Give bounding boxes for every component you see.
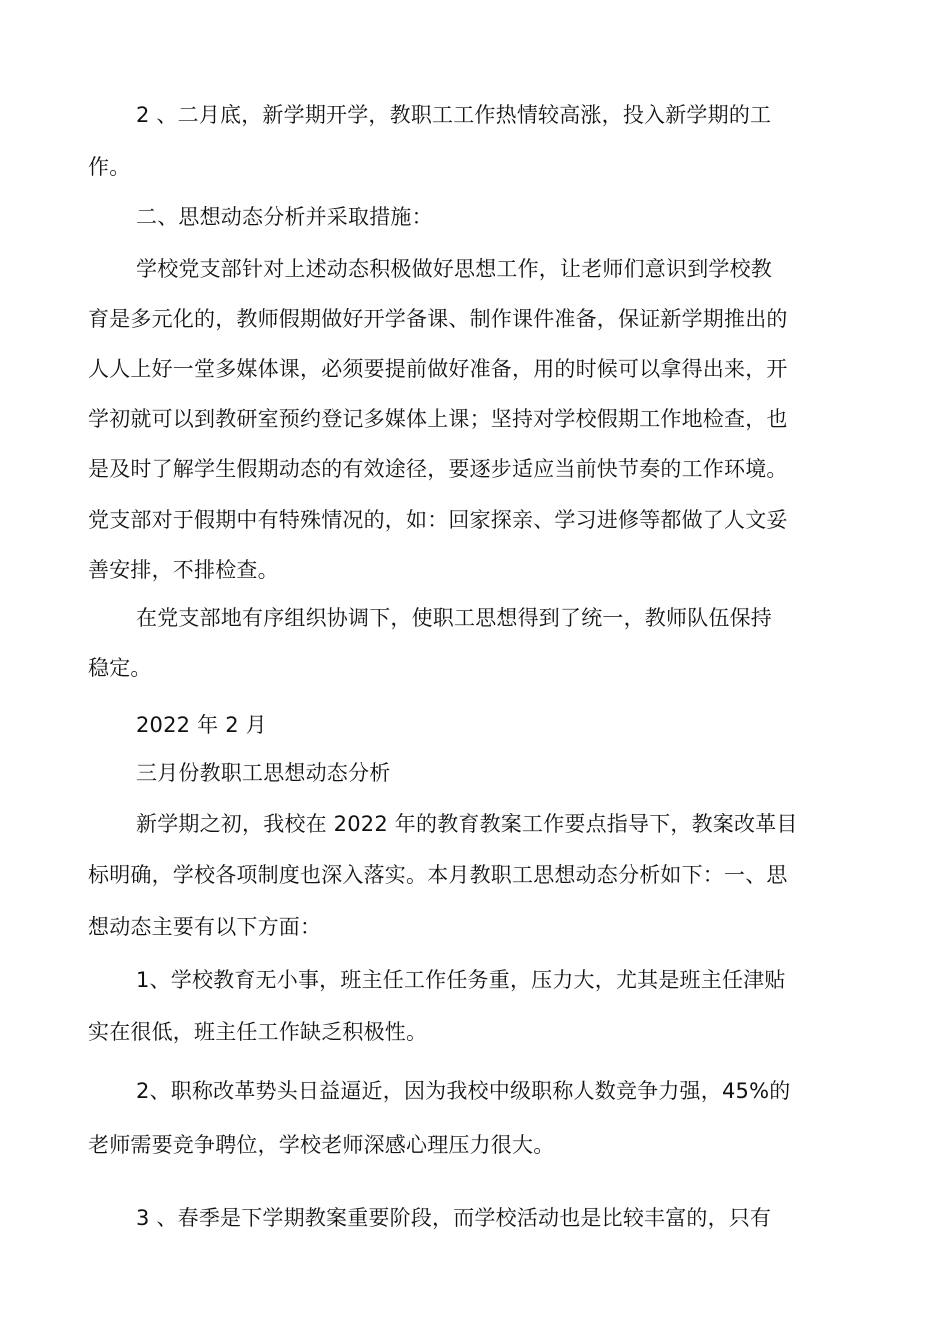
- paragraph-line: 在党支部地有序组织协调下，使职工思想得到了统一，教师队伍保持: [136, 606, 772, 630]
- list-item-line: 1、学校教育无小事，班主任工作任务重，压力大，尤其是班主任津贴: [136, 968, 786, 992]
- paragraph-line: 善安排，不排检查。: [88, 558, 279, 582]
- paragraph-line: 2 、二月底，新学期开学，教职工工作热情较高涨，投入新学期的工: [136, 103, 772, 127]
- paragraph-line: 学校党支部针对上述动态积极做好思想工作，让老师们意识到学校教: [136, 257, 772, 281]
- section-heading: 二、思想动态分析并采取措施：: [136, 205, 433, 229]
- list-item-line: 实在很低，班主任工作缺乏积极性。: [88, 1020, 428, 1044]
- list-item-line: 2、职称改革势头日益逼近，因为我校中级职称人数竞争力强，45%的: [136, 1079, 791, 1103]
- list-item-line: 老师需要竞争聘位，学校老师深感心理压力很大。: [88, 1133, 555, 1157]
- paragraph-line: 想动态主要有以下方面：: [88, 915, 322, 939]
- paragraph-line: 作。: [88, 155, 131, 179]
- date-line: 2022 年 2 月: [136, 713, 267, 737]
- paragraph-line: 稳定。: [88, 656, 152, 680]
- list-item-line: 3 、春季是下学期教案重要阶段，而学校活动也是比较丰富的，只有: [136, 1206, 772, 1230]
- document-title: 三月份教职工思想动态分析: [136, 761, 391, 785]
- paragraph-line: 党支部对于假期中有特殊情况的，如：回家探亲、学习进修等都做了人文妥: [88, 508, 788, 532]
- paragraph-line: 人人上好一堂多媒体课，必须要提前做好准备，用的时候可以拿得出来，开: [88, 357, 788, 381]
- paragraph-line: 标明确，学校各项制度也深入落实。本月教职工思想动态分析如下：一、思: [88, 863, 788, 887]
- paragraph-line: 育是多元化的，教师假期做好开学备课、制作课件准备，保证新学期推出的: [88, 307, 788, 331]
- paragraph-line: 学初就可以到教研室预约登记多媒体上课；坚持对学校假期工作地检查，也: [88, 407, 788, 431]
- paragraph-line: 是及时了解学生假期动态的有效途径，要逐步适应当前快节奏的工作环境。: [88, 457, 788, 481]
- paragraph-line: 新学期之初，我校在 2022 年的教育教案工作要点指导下，教案改革目: [136, 812, 798, 836]
